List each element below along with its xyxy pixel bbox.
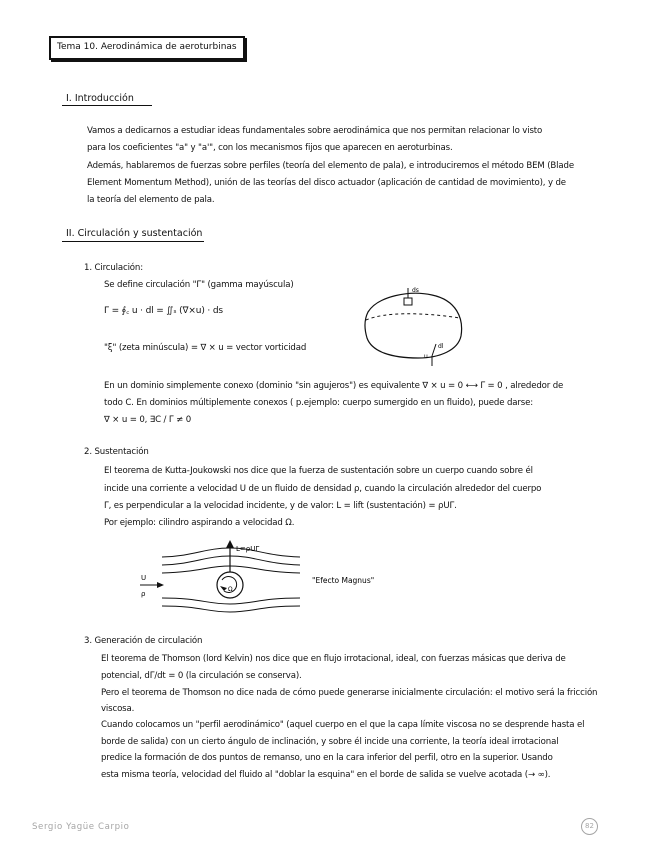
text-line: todo C. En dominios múltiplemente conexos ( p.ejemplo: cuerpo sumergido en un fluido), puede darse:	[104, 398, 533, 408]
page-number: 82	[581, 818, 598, 835]
circulation-equation: Γ = ∮꜀ u · dl = ∬ₛ (∇×u) · ds	[104, 306, 223, 316]
subsection-heading-circulacion: 1. Circulación:	[84, 263, 143, 273]
text-line: esta misma teoría, velocidad del fluido al "doblar la esquina" en el borde de salida se vuelve acotada (→ ∞).	[101, 770, 551, 780]
velocity-label: U	[141, 574, 147, 582]
text-line: Element Momentum Method), unión de las teorías del disco actuador (aplicación de cantidad de movimiento), y de	[87, 178, 566, 188]
text-line: borde de salida) con un cierto ángulo de inclinación, y sobre él incide una corriente, la teoría ideal irrotacional	[101, 737, 559, 747]
text-line: Γ, es perpendicular a la velocidad incidente, y de valor: L = lift (sustentación) = ρUΓ.	[104, 501, 457, 511]
text-line: Vamos a dedicarnos a estudiar ideas fundamentales sobre aerodinámica que nos permitan relacionar lo visto	[87, 126, 543, 136]
subsection-heading-generacion-circulacion: 3. Generación de circulación	[84, 636, 203, 646]
subsection-heading-sustentacion: 2. Sustentación	[84, 447, 149, 457]
text-line: para los coeficientes "a" y "a'", con los mecanismos fijos que aparecen en aeroturbinas.	[87, 143, 453, 153]
density-label: ρ	[141, 590, 146, 598]
ds-label: ds	[412, 287, 419, 294]
lift-label: L=ρUΓ	[236, 545, 260, 553]
footer-author: Sergio Yagüe Carpio	[32, 822, 130, 832]
text-line: ∇ × u = 0, ∃C / Γ ≠ 0	[104, 415, 192, 425]
page-title: Tema 10. Aerodinámica de aeroturbinas	[49, 36, 245, 60]
section-heading-introduccion: I. Introducción	[66, 93, 134, 104]
magnus-effect-label: "Efecto Magnus"	[312, 576, 375, 585]
text-line: Cuando colocamos un "perfil aerodinámico" (aquel cuerpo en el que la capa límite viscosa no se desprende hasta el	[101, 720, 585, 730]
text-line: la teoría del elemento de pala.	[87, 195, 215, 205]
text-line: En un dominio simplemente conexo (dominio "sin agujeros") es equivalente ∇ × u = 0 ⟷ Γ = 0 , alrededor de	[104, 381, 564, 391]
dl-label: dl	[438, 343, 444, 350]
text-line: incide una corriente a velocidad U de un fluido de densidad ρ, cuando la circulación alrededor del cuerpo	[104, 484, 542, 494]
section-heading-circulacion-sustentacion: II. Circulación y sustentación	[66, 228, 203, 239]
u-label: u	[424, 353, 428, 360]
text-line: El teorema de Kutta-Joukowski nos dice que la fuerza de sustentación sobre un cuerpo cuando sobre él	[104, 466, 533, 476]
omega-label: Ω	[228, 586, 233, 593]
text-line: potencial, dΓ/dt = 0 (la circulación se conserva).	[101, 671, 302, 681]
text-line: viscosa.	[101, 704, 135, 714]
text-line: Se define circulación "Γ" (gamma mayúscula)	[104, 280, 294, 290]
text-line: Por ejemplo: cilindro aspirando a velocidad Ω.	[104, 518, 295, 528]
text-line: Además, hablaremos de fuerzas sobre perfiles (teoría del elemento de pala), e introduciremos el método BEM (Blade	[87, 161, 574, 171]
text-line: predice la formación de dos puntos de remanso, uno en la cara inferior del perfil, otro en la superior. Usando	[101, 753, 553, 763]
text-line: Pero el teorema de Thomson no dice nada de cómo puede generarse inicialmente circulación: el motivo será la fricción	[101, 688, 598, 698]
vorticity-definition: "ξ" (zeta minúscula) = ∇ × u = vector vorticidad	[104, 343, 307, 353]
text-line: El teorema de Thomson (lord Kelvin) nos dice que en flujo irrotacional, ideal, con fuerzas másicas que deriva de	[101, 654, 566, 664]
